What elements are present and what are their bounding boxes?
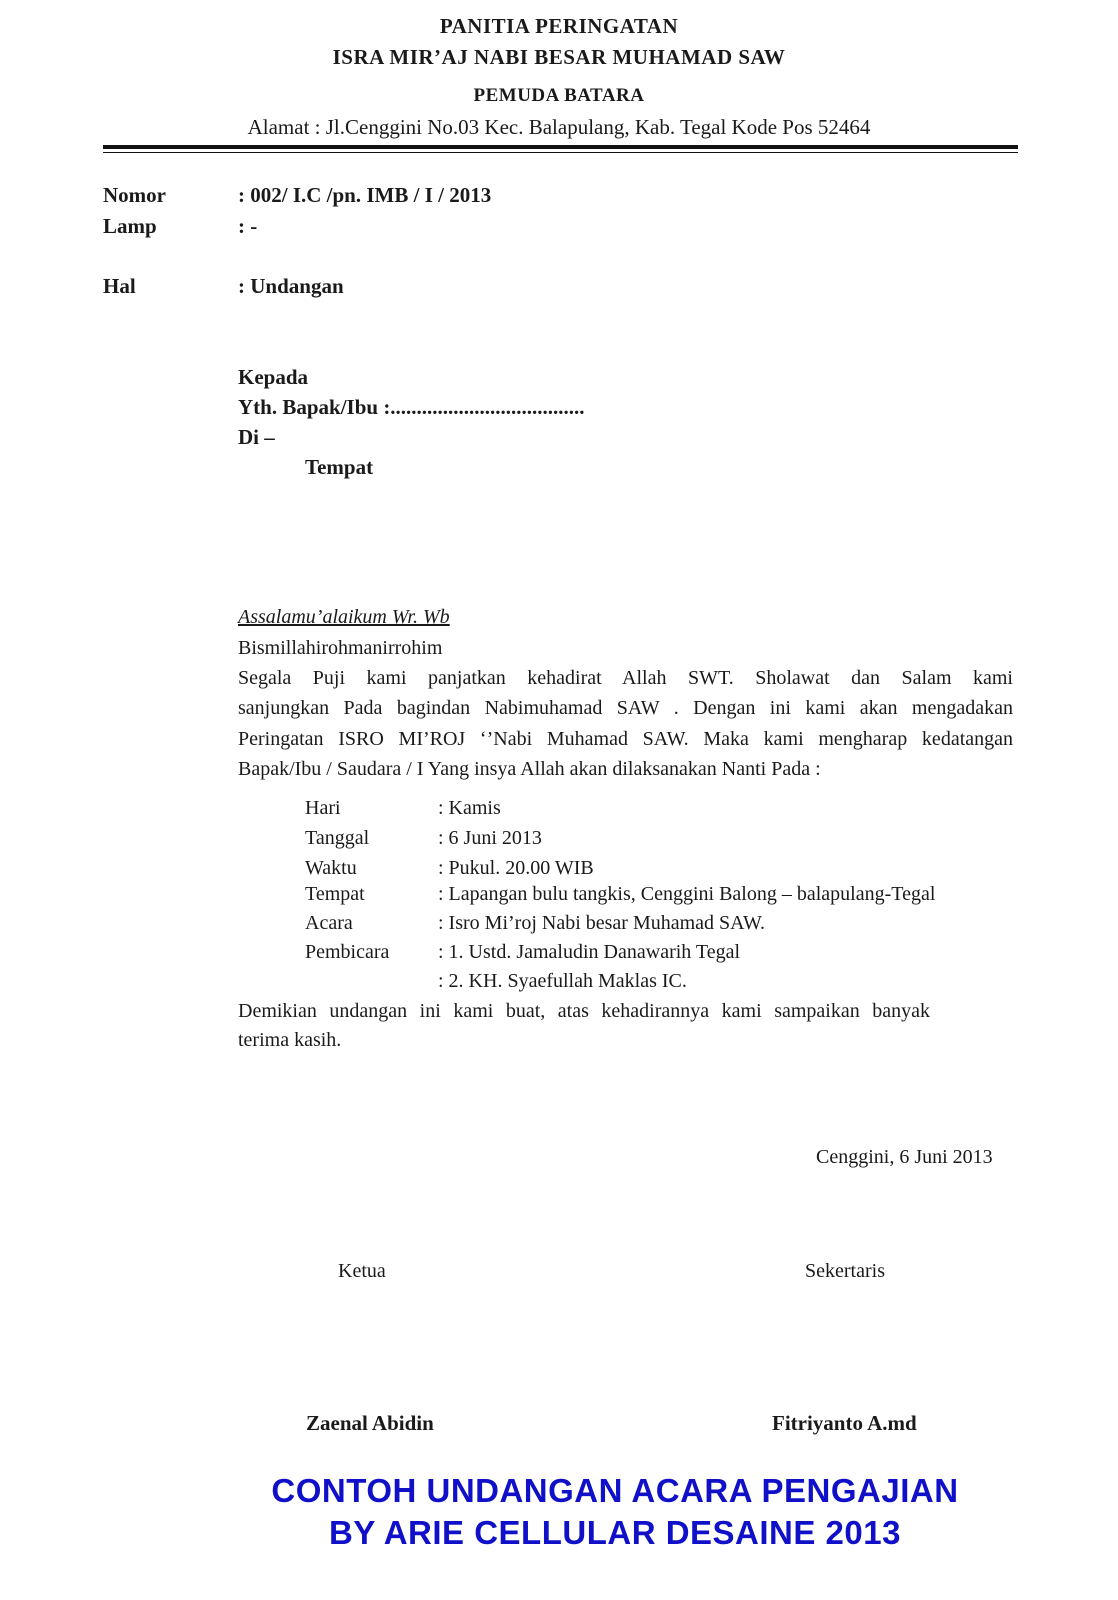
lamp-value: : - xyxy=(238,214,258,238)
letterhead-title: PANITIA PERINGATAN xyxy=(439,14,679,38)
footer-caption-line2: BY ARIE CELLULAR DESAINE 2013 xyxy=(329,1514,901,1551)
header-rule-thick xyxy=(103,145,1018,149)
hal-value: : Undangan xyxy=(238,274,344,298)
recipient-name: Yth. Bapak/Ibu :..................................... xyxy=(238,395,585,419)
detail-label-acara: Acara xyxy=(305,912,353,934)
body-line: Segala Puji kami panjatkan kehadirat Allah SWT. Sholawat dan Salam kami xyxy=(238,667,1013,689)
detail-value-pembicara-2: : 2. KH. Syaefullah Maklas IC. xyxy=(438,970,687,992)
footer-caption-line1: CONTOH UNDANGAN ACARA PENGAJIAN xyxy=(271,1472,959,1509)
detail-label-tempat: Tempat xyxy=(305,883,365,905)
detail-label-pembicara: Pembicara xyxy=(305,941,390,963)
closing-line: Demikian undangan ini kami buat, atas kehadirannya kami sampaikan banyak xyxy=(238,1000,930,1022)
detail-value-tanggal: : 6 Juni 2013 xyxy=(438,827,542,849)
detail-value-hari: : Kamis xyxy=(438,797,501,819)
recipient-tempat: Tempat xyxy=(305,455,374,479)
lamp-label: Lamp xyxy=(103,214,157,238)
signature-name-sekertaris: Fitriyanto A.md xyxy=(772,1411,917,1435)
signature-name-ketua: Zaenal Abidin xyxy=(306,1411,434,1435)
detail-label-hari: Hari xyxy=(305,797,341,819)
letterhead-subtitle: ISRA MIR’AJ NABI BESAR MUHAMAD SAW xyxy=(332,45,786,69)
nomor-label: Nomor xyxy=(103,183,166,207)
letterhead-address: Alamat : Jl.Cenggini No.03 Kec. Balapulang, Kab. Tegal Kode Pos 52464 xyxy=(247,115,871,139)
detail-value-waktu: : Pukul. 20.00 WIB xyxy=(438,857,594,879)
signature-title-ketua: Ketua xyxy=(338,1260,386,1282)
detail-value-tempat: : Lapangan bulu tangkis, Cenggini Balong – balapulang-Tegal xyxy=(438,883,936,905)
body-line: sanjungkan Pada bagindan Nabimuhamad SAW . Dengan ini kami akan mengadakan xyxy=(238,697,1013,719)
detail-label-waktu: Waktu xyxy=(305,857,357,879)
body-line: Bismillahirohmanirrohim xyxy=(238,637,443,659)
header-rule-thin xyxy=(103,152,1018,153)
detail-value-acara: : Isro Mi’roj Nabi besar Muhamad SAW. xyxy=(438,912,766,934)
closing-line: terima kasih. xyxy=(238,1029,342,1051)
detail-value-pembicara-1: : 1. Ustd. Jamaludin Danawarih Tegal xyxy=(438,941,741,963)
body-line: Peringatan ISRO MI’ROJ ‘’Nabi Muhamad SAW. Maka kami mengharap kedatangan xyxy=(238,728,1013,750)
detail-label-tanggal: Tanggal xyxy=(305,827,370,849)
recipient-di: Di – xyxy=(238,425,275,449)
letterhead-organization: PEMUDA BATARA xyxy=(473,85,645,106)
date-place: Cenggini, 6 Juni 2013 xyxy=(816,1146,993,1168)
greeting: Assalamu’alaikum Wr. Wb xyxy=(238,606,450,628)
signature-title-sekertaris: Sekertaris xyxy=(805,1260,885,1282)
recipient-kepada: Kepada xyxy=(238,365,309,389)
hal-label: Hal xyxy=(103,274,136,298)
nomor-value: : 002/ I.C /pn. IMB / I / 2013 xyxy=(238,183,492,207)
body-line: Bapak/Ibu / Saudara / I Yang insya Allah akan dilaksanakan Nanti Pada : xyxy=(238,758,821,780)
